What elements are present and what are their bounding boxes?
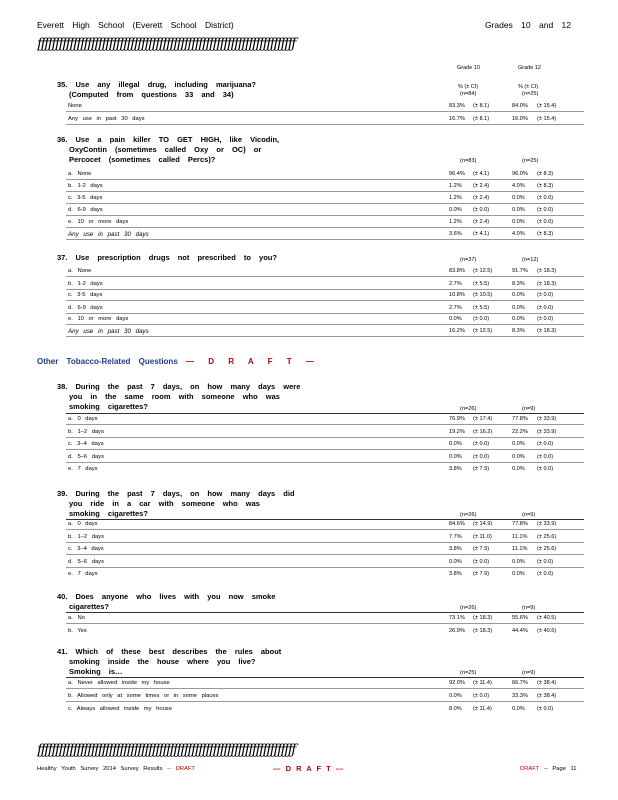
question-text: 35. Use any illegal drug, including marijuana?: [57, 80, 256, 89]
pct-grade10: 19.2%: [449, 429, 465, 435]
ci-grade10: (± 7.9): [473, 571, 490, 577]
pct-grade12: 0.0%: [512, 706, 525, 712]
question-text: smoking cigarettes?: [69, 509, 148, 518]
question-text: (Computed from questions 33 and 34): [69, 90, 234, 99]
ci-grade10: (± 2.4): [473, 195, 490, 201]
ci-grade12: (± 8.3): [537, 171, 554, 177]
ci-grade10: (± 8.1): [473, 116, 490, 122]
row-rule: [66, 554, 584, 555]
answer-option: b. 1–2 days: [68, 429, 104, 435]
question-text: OxyContin (sometimes called Oxy or OC) or: [69, 145, 262, 154]
pct-grade10: 26.9%: [449, 628, 465, 634]
ci-grade10: (± 4.1): [473, 231, 490, 237]
pct-ci-header-10: % (± CI): [458, 84, 479, 90]
row-rule: [66, 276, 584, 277]
pct-grade12: 0.0%: [512, 207, 525, 213]
pct-grade10: 0.0%: [449, 441, 462, 447]
question-text: you ride in a car with someone who was: [69, 499, 260, 508]
ci-grade12: (± 0.0): [537, 454, 554, 460]
n-grade10: (n=83): [460, 158, 477, 164]
ci-grade10: (± 2.4): [473, 219, 490, 225]
pct-grade10: 84.6%: [449, 521, 465, 527]
ci-grade10: (± 18.3): [473, 615, 493, 621]
answer-option: b. 1-2 days: [68, 183, 103, 189]
answer-option: b. Yes: [68, 628, 87, 634]
pct-grade12: 11.1%: [512, 534, 528, 540]
pct-grade12: 0.0%: [512, 316, 525, 322]
question-text: 38. During the past 7 days, on how many days were: [57, 382, 301, 391]
ci-grade12: (± 18.3): [537, 328, 557, 334]
pct-grade12: 91.7%: [512, 268, 528, 274]
page-number: -- Page 11: [543, 766, 577, 772]
section-title: Other Tobacco-Related Questions: [37, 357, 178, 366]
answer-option: b. Allowed only at some times or in some places: [68, 693, 219, 699]
ci-grade12: (± 0.0): [537, 207, 554, 213]
header-rule: [66, 413, 584, 414]
pct-grade10: 8.0%: [449, 706, 462, 712]
pct-grade10: 3.8%: [449, 466, 462, 472]
ci-grade12: (± 0.0): [537, 441, 554, 447]
pct-grade12: 77.8%: [512, 521, 528, 527]
row-rule: [66, 324, 584, 325]
header-divider: ƒƒƒƒƒƒƒƒƒƒƒƒƒƒƒƒƒƒƒƒƒƒƒƒƒƒƒƒƒƒƒƒƒƒƒƒƒƒƒƒƒƒƒƒƒƒƒƒƒƒƒƒƒƒƒƒƒƒƒƒƒƒƒƒƒƒƒƒƒƒƒƒ: [37, 36, 295, 52]
row-rule: [66, 215, 584, 216]
row-rule: [66, 449, 584, 450]
answer-option: b. 1-2 days: [68, 281, 103, 287]
ci-grade12: (± 0.0): [537, 571, 554, 577]
ci-grade12: (± 18.3): [537, 268, 557, 274]
answer-option: b. 1–2 days: [68, 534, 104, 540]
ci-grade10: (± 11.4): [473, 680, 492, 686]
question-text: you in the same room with someone who was: [69, 392, 280, 401]
n-grade10: (n=26): [460, 512, 477, 518]
ci-grade10: (± 0.0): [473, 559, 490, 565]
ci-grade10: (± 12.5): [473, 268, 493, 274]
pct-grade12: 4.0%: [512, 231, 525, 237]
pct-grade12: 0.0%: [512, 305, 525, 311]
ci-grade10: (± 2.4): [473, 183, 490, 189]
pct-grade12: 0.0%: [512, 559, 525, 565]
pct-grade10: 16.7%: [449, 116, 465, 122]
section-draft-mark: — D R A F T —: [186, 357, 317, 366]
answer-option: a. No: [68, 615, 85, 621]
ci-grade10: (± 4.1): [473, 171, 490, 177]
answer-option: a. None: [68, 268, 92, 274]
ci-grade12: (± 0.0): [537, 706, 554, 712]
question-text: cigarettes?: [69, 602, 110, 611]
question-text: 40. Does anyone who lives with you now smoke: [57, 592, 276, 601]
ci-grade10: (± 8.1): [473, 103, 490, 109]
ci-grade12: (± 18.3): [537, 281, 557, 287]
question-text: 37. Use prescription drugs not prescribed to you?: [57, 253, 277, 262]
ci-grade12: (± 15.4): [537, 103, 557, 109]
school-title: Everett High School (Everett School District): [37, 20, 234, 30]
ci-grade12: (± 38.4): [537, 693, 557, 699]
pct-grade12: 96.0%: [512, 171, 528, 177]
pct-grade12: 55.6%: [512, 615, 528, 621]
grade12-header: Grade 12: [518, 65, 541, 71]
answer-option: d. 6-9 days: [68, 305, 103, 311]
answer-option: d. 5–6 days: [68, 454, 104, 460]
n-grade12: (n=12): [522, 257, 539, 263]
pct-grade12: 0.0%: [512, 195, 525, 201]
row-rule: [66, 289, 584, 290]
row-rule: [66, 300, 584, 301]
header-rule: [66, 677, 584, 678]
pct-grade12: 8.3%: [512, 328, 525, 334]
ci-grade10: (± 18.3): [473, 628, 493, 634]
ci-grade12: (± 25.6): [537, 546, 557, 552]
question-text: Smoking is…: [69, 667, 123, 676]
pct-grade10: 1.2%: [449, 195, 462, 201]
grades-label: Grades 10 and 12: [484, 20, 571, 30]
ci-grade10: (± 11.4): [473, 706, 492, 712]
pct-grade12: 4.0%: [512, 183, 525, 189]
pct-ci-header-12: % (± CI): [518, 84, 539, 90]
pct-grade10: 3.8%: [449, 546, 462, 552]
pct-grade10: 3.6%: [449, 231, 462, 237]
pct-grade12: 0.0%: [512, 441, 525, 447]
pct-grade12: 44.4%: [512, 628, 528, 634]
question-text: 41. Which of these best describes the rules about: [57, 647, 282, 656]
row-rule: [66, 542, 584, 543]
answer-option: c. 3–4 days: [68, 441, 104, 447]
n-grade10: (n=26): [460, 605, 477, 611]
pct-grade10: 0.0%: [449, 316, 462, 322]
pct-grade10: 96.4%: [449, 171, 465, 177]
pct-grade12: 0.0%: [512, 466, 525, 472]
pct-grade10: 2.7%: [449, 281, 462, 287]
pct-grade12: 8.3%: [512, 281, 525, 287]
pct-grade12: 0.0%: [512, 454, 525, 460]
pct-grade10: 92.0%: [449, 680, 465, 686]
row-rule: [66, 313, 584, 314]
answer-option: e. 10 or more days: [68, 316, 129, 322]
pct-grade12: 77.8%: [512, 416, 528, 422]
ci-grade10: (± 0.0): [473, 207, 490, 213]
row-rule: [66, 462, 584, 463]
row-rule: [66, 701, 584, 702]
question-text: smoking cigarettes?: [69, 402, 148, 411]
answer-option: a. 0 days: [68, 416, 98, 422]
row-rule: [66, 424, 584, 425]
pct-grade12: 84.0%: [512, 103, 528, 109]
n-grade12: (n=9): [522, 512, 536, 518]
n-grade10: (n=37): [460, 257, 477, 263]
answer-option: None: [68, 103, 82, 109]
ci-grade10: (± 17.4): [473, 416, 493, 422]
pct-grade10: 1.2%: [449, 183, 462, 189]
footer-right: [520, 766, 576, 772]
pct-grade10: 83.8%: [449, 268, 465, 274]
ci-grade12: (± 0.0): [537, 292, 554, 298]
footer-center-draft: --- D R A F T ---: [273, 764, 344, 773]
n-grade10: (n=26): [460, 406, 477, 412]
ci-grade12: (± 15.4): [537, 116, 557, 122]
n-grade12: (n=9): [522, 605, 536, 611]
pct-grade12: 0.0%: [512, 292, 525, 298]
footer-left-draft: -- DRAFT: [167, 766, 195, 772]
answer-option: a. 0 days: [68, 521, 98, 527]
ci-grade12: (± 0.0): [537, 316, 554, 322]
n-grade12: (n=9): [522, 670, 536, 676]
ci-grade12: (± 0.0): [537, 559, 554, 565]
ci-grade10: (± 7.9): [473, 546, 490, 552]
ci-grade12: (± 33.9): [537, 416, 557, 422]
row-rule: [66, 336, 584, 337]
ci-grade12: (± 25.6): [537, 534, 557, 540]
footer-survey-label: Healthy Youth Survey 2014 Survey Results: [37, 766, 163, 772]
row-rule: [66, 239, 584, 240]
pct-grade12: 0.0%: [512, 219, 525, 225]
pct-grade12: 0.0%: [512, 571, 525, 577]
ci-grade10: (± 10.5): [473, 292, 493, 298]
row-rule: [66, 124, 584, 125]
ci-grade12: (± 0.0): [537, 305, 554, 311]
pct-grade10: 76.9%: [449, 416, 465, 422]
ci-grade10: (± 7.9): [473, 466, 490, 472]
ci-grade12: (± 38.4): [537, 680, 557, 686]
answer-option: a. None: [68, 171, 92, 177]
pct-grade10: 0.0%: [449, 454, 462, 460]
pct-grade10: 0.0%: [449, 693, 462, 699]
n-grade12: (n=9): [522, 406, 536, 412]
question-text: 36. Use a pain killer TO GET HIGH, like Vicodin,: [57, 135, 280, 144]
ci-grade12: (± 40.5): [537, 628, 557, 634]
ci-grade10: (± 0.0): [473, 454, 490, 460]
answer-option: d. 5–6 days: [68, 559, 104, 565]
pct-grade12: 33.3%: [512, 693, 528, 699]
pct-grade10: 10.8%: [449, 292, 465, 298]
answer-option: c. Always allowed inside my house: [68, 706, 172, 712]
ci-grade12: (± 8.3): [537, 183, 554, 189]
header-rule: [66, 612, 584, 613]
pct-grade10: 16.2%: [449, 328, 465, 334]
row-rule: [66, 437, 584, 438]
answer-option: Any use in past 30 days: [68, 328, 149, 335]
answer-option: c. 3-5 days: [68, 195, 103, 201]
row-rule: [66, 179, 584, 180]
question-text: 39. During the past 7 days, on how many days did: [57, 489, 295, 498]
pct-grade10: 7.7%: [449, 534, 462, 540]
n-grade12: (n=25): [522, 158, 539, 164]
ci-grade12: (± 33.9): [537, 429, 557, 435]
answer-option: d. 6-9 days: [68, 207, 103, 213]
row-rule: [66, 227, 584, 228]
pct-grade12: 22.2%: [512, 429, 528, 435]
ci-grade10: (± 12.5): [473, 328, 493, 334]
pct-grade10: 0.0%: [449, 559, 462, 565]
ci-grade12: (± 8.3): [537, 231, 554, 237]
answer-option: Any use in past 30 days: [68, 231, 149, 238]
ci-grade10: (± 0.0): [473, 693, 490, 699]
row-rule: [66, 111, 584, 112]
pct-grade12: 16.0%: [512, 116, 528, 122]
pct-grade12: 66.7%: [512, 680, 528, 686]
answer-option: Any use in past 30 days: [68, 116, 145, 122]
answer-option: a. Never allowed inside my house: [68, 680, 170, 686]
pct-grade10: 83.3%: [449, 103, 465, 109]
ci-grade10: (± 5.5): [473, 281, 490, 287]
pct-grade10: 3.8%: [449, 571, 462, 577]
row-rule: [66, 567, 584, 568]
answer-option: c. 3-5 days: [68, 292, 103, 298]
section-heading: [37, 357, 317, 366]
ci-grade10: (± 11.0): [473, 534, 492, 540]
pct-grade12: 11.1%: [512, 546, 528, 552]
header-rule: [66, 519, 584, 520]
ci-grade10: (± 0.0): [473, 316, 490, 322]
ci-grade10: (± 0.0): [473, 441, 490, 447]
ci-grade12: (± 40.5): [537, 615, 557, 621]
footer-divider: ƒƒƒƒƒƒƒƒƒƒƒƒƒƒƒƒƒƒƒƒƒƒƒƒƒƒƒƒƒƒƒƒƒƒƒƒƒƒƒƒƒƒƒƒƒƒƒƒƒƒƒƒƒƒƒƒƒƒƒƒƒƒƒƒƒƒƒƒƒƒƒƒ: [37, 742, 295, 758]
answer-option: c. 3–4 days: [68, 546, 104, 552]
ci-grade12: (± 0.0): [537, 195, 554, 201]
row-rule: [66, 191, 584, 192]
pct-grade10: 0.0%: [449, 207, 462, 213]
answer-option: e. 10 or more days: [68, 219, 129, 225]
pct-grade10: 1.2%: [449, 219, 462, 225]
row-rule: [66, 203, 584, 204]
answer-option: e. 7 days: [68, 466, 98, 472]
ci-grade12: (± 33.9): [537, 521, 557, 527]
row-rule: [66, 623, 584, 624]
row-rule: [66, 688, 584, 689]
pct-grade10: 2.7%: [449, 305, 462, 311]
ci-grade12: (± 0.0): [537, 466, 554, 472]
ci-grade10: (± 14.9): [473, 521, 493, 527]
question-text: Percocet (sometimes called Percs)?: [69, 155, 216, 164]
footer-left: [37, 766, 195, 772]
row-rule: [66, 529, 584, 530]
n-grade10: (n=84): [460, 91, 477, 97]
ci-grade10: (± 5.5): [473, 305, 490, 311]
n-grade10: (n=25): [460, 670, 477, 676]
n-grade12: (n=25): [522, 91, 539, 97]
grade10-header: Grade 10: [457, 65, 480, 71]
footer-right-draft: DRAFT: [520, 766, 540, 772]
ci-grade12: (± 0.0): [537, 219, 554, 225]
answer-option: e. 7 days: [68, 571, 98, 577]
pct-grade10: 73.1%: [449, 615, 465, 621]
question-text: smoking inside the house where you live?: [69, 657, 256, 666]
ci-grade10: (± 16.2): [473, 429, 493, 435]
